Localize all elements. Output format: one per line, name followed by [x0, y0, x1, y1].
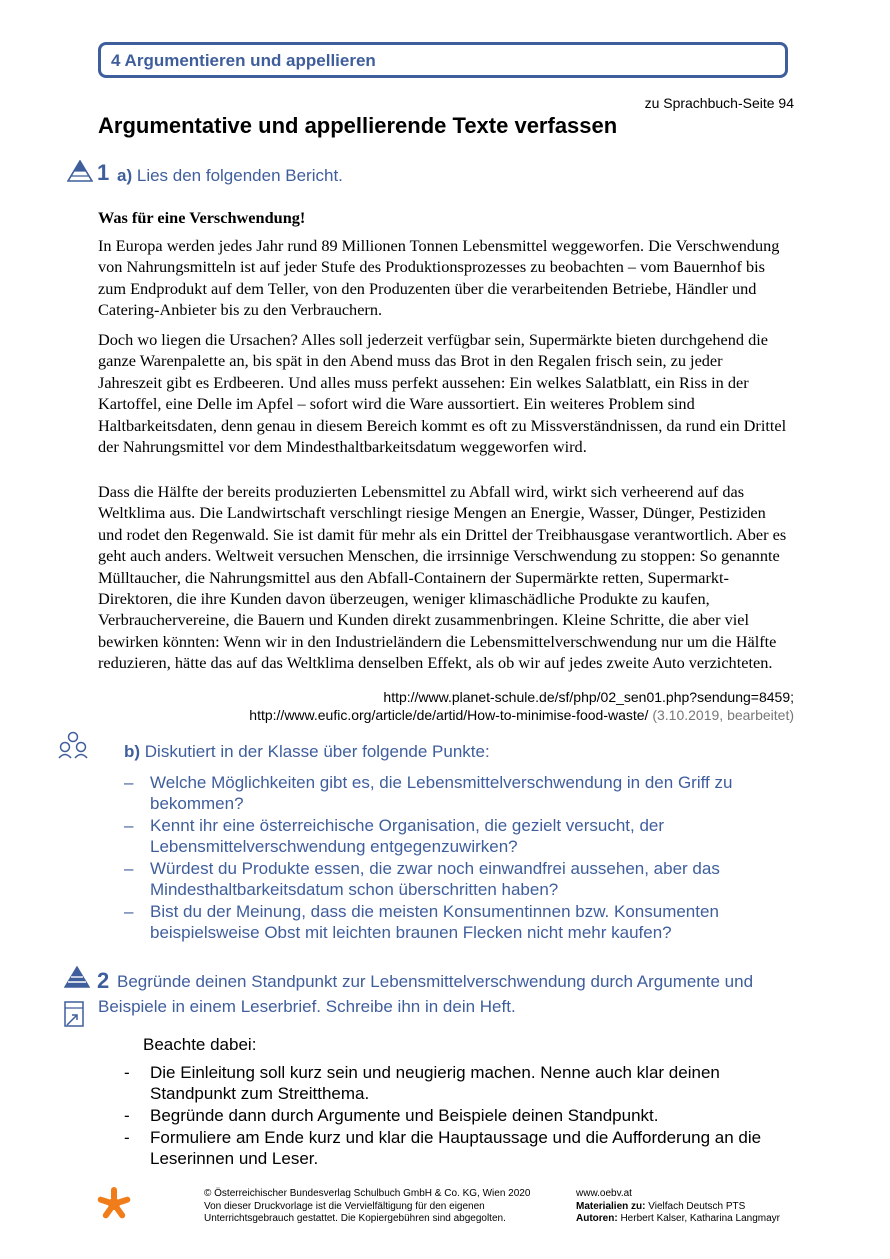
chapter-title: 4 Argumentieren und appellieren	[111, 51, 376, 70]
list-item: – Bist du der Meinung, dass die meisten Konsumentinnen bzw. Konsumenten beispielsweise Obst mit leichten braunen Flecken nicht mehr kaufen?	[124, 902, 719, 942]
notes-list	[98, 1062, 788, 1169]
task-1b-text: Diskutiert in der Klasse über folgende Punkte:	[144, 742, 490, 761]
task-2-number: 2	[97, 968, 110, 993]
publisher-logo-icon	[96, 1186, 132, 1222]
group-discussion-icon	[57, 730, 89, 760]
task-2-instruction-line-2: Beispiele in einem Leserbrief. Schreibe ihn in dein Heft.	[98, 997, 516, 1016]
source-note: (3.10.2019, bearbeitet)	[652, 707, 794, 723]
list-item: – Kennt ihr eine österreichische Organisation, die gezielt versucht, der Lebensmittelverschwendung entgegenzuwirken?	[124, 816, 665, 856]
footer-copyright: © Österreichischer Bundesverlag Schulbuch GmbH & Co. KG, Wien 2020 Von dieser Druckvorlage ist die Vervielfältigung für den eigenen Unterrichtsgebrauch gestattet. Die Kopiergebühren sind abgegolten.	[204, 1188, 531, 1224]
task-1b-label: b)	[124, 742, 141, 761]
task-1a-instruction	[117, 166, 343, 186]
article-paragraph-3: Dass die Hälfte der bereits produzierten Lebensmittel zu Abfall wird, wirkt sich verheerend auf das Weltklima aus. Die Landwirtschaft verschlingt riesige Mengen an Energie, Wasser, Dünger, Pestiziden und rodet den Regenwald. Sie ist damit für mehr als ein Drittel der Treibhausgase verantwortlich. Aber es geht auch anders. Weltweit versuchen Menschen, die irrsinnige Verschwendung zu stoppen: So genannte Mülltaucher, die Nahrungsmittel aus den Abfall-Containern der Supermärkte retten, Supermarkt-Direktoren, die ihre Kunden davon überzeugen, weniger klimaschädliche Produkte zu kaufen, Verbrauchervereine, die Bauern und Kunden direkt zusammenbringen. Kleine Schritte, die aber viel bewirken könnten: Wenn wir in den Industrieländern die Lebensmittelverschwendung nur um die Hälfte reduzieren, hätte das auf das Weltklima denselben Effekt, als ob wir auf jedes zweite Auto verzichteten.	[98, 482, 787, 673]
task-1-number: 1	[97, 160, 110, 185]
article-headline: Was für eine Verschwendung!	[98, 208, 306, 227]
notes-title: Beachte dabei:	[143, 1035, 257, 1054]
list-item: – Würdest du Produkte essen, die zwar noch einwandfrei aussehen, aber das Mindesthaltbarkeitsdatum schon überschritten haben?	[124, 859, 720, 899]
footer-info: www.oebv.at Materialien zu: Vielfach Deutsch PTS Autoren: Herbert Kalser, Katharina Langmayr	[576, 1188, 780, 1224]
article-paragraph-1: In Europa werden jedes Jahr rund 89 Millionen Tonnen Lebensmittel weggeworfen. Die Verschwendung von Nahrungsmitteln ist auf jeder Stufe des Produktionsprozesses zu beobachten – vom Bauernhof bis zum Endprodukt auf dem Teller, von den Produzenten über die verarbeitenden Betriebe, Händler und Catering-Anbieter bis zu den Verbrauchern.	[98, 236, 780, 320]
article-paragraph-2: Doch wo liegen die Ursachen? Alles soll jederzeit verfügbar sein, Supermärkte bieten durchgehend die ganze Warenpalette an, bis spät in den Abend muss das Brot in den Regalen frisch sein, zu jeder Jahreszeit gibt es Erdbeeren. Und alles muss perfekt aussehen: Ein welkes Salatblatt, ein Riss in der Kartoffel, eine Delle im Apfel – sofort wird die Ware aussortiert. Ein weiteres Problem sind Haltbarkeitsdaten, denn genau in diesem Bereich kommt es oft zu Missverständnissen, da rund ein Drittel der Nahrungsmittel vor dem Mindesthaltbarkeitsdatum weggeworfen wird.	[98, 330, 787, 457]
page-title: Argumentative und appellierende Texte verfassen	[98, 113, 618, 138]
list-item: - Formuliere am Ende kurz und klar die Hauptaussage und die Aufforderung an die Leserinnen und Leser.	[124, 1128, 762, 1168]
writing-notebook-icon	[62, 1000, 86, 1030]
discussion-points-list	[98, 772, 788, 943]
difficulty-pyramid-icon	[64, 966, 90, 988]
source-line-2	[249, 707, 794, 723]
task-2-instruction-line-1: Begründe deinen Standpunkt zur Lebensmittelverschwendung durch Argumente und	[117, 972, 754, 991]
task-1a-label: a)	[117, 166, 133, 185]
source-line-1: http://www.planet-schule.de/sf/php/02_sen01.php?sendung=8459;	[383, 689, 794, 705]
list-item: - Die Einleitung soll kurz sein und neugierig machen. Nenne auch klar deinen Standpunkt zum Streitthema.	[124, 1063, 720, 1103]
source-url-2: http://www.eufic.org/article/de/artid/How-to-minimise-food-waste/	[249, 707, 649, 723]
task-1a-text: Lies den folgenden Bericht.	[136, 166, 343, 185]
task-1b-instruction	[124, 742, 490, 762]
footer-website: www.oebv.at	[576, 1188, 632, 1199]
difficulty-pyramid-icon	[67, 160, 93, 182]
list-item: - Begründe dann durch Argumente und Beispiele deinen Standpunkt.	[124, 1106, 659, 1125]
page-reference: zu Sprachbuch-Seite 94	[644, 95, 794, 111]
list-item: – Welche Möglichkeiten gibt es, die Lebensmittelverschwendung in den Griff zu bekommen?	[124, 773, 733, 813]
